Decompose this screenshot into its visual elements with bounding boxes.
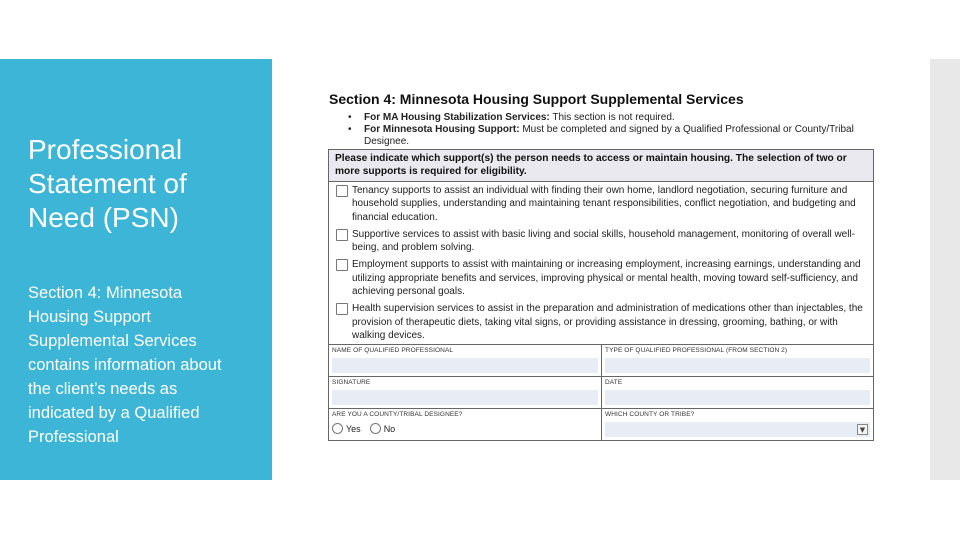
psn-form-excerpt xyxy=(328,90,874,441)
no-radio[interactable] xyxy=(370,423,381,434)
supportive-checkbox[interactable] xyxy=(336,229,348,241)
chevron-down-icon[interactable]: ▼ xyxy=(857,424,868,435)
designee-radio-group xyxy=(332,423,598,434)
field-label: TYPE OF QUALIFIED PROFESSIONAL (FROM SECTION 2) xyxy=(605,347,788,355)
health-checkbox[interactable] xyxy=(336,303,348,315)
field-label: DATE xyxy=(605,379,623,387)
right-decorative-bar xyxy=(930,59,960,480)
bullet-bold: For MA Housing Stabilization Services: xyxy=(364,112,550,123)
option-tenancy-supports xyxy=(336,184,867,224)
field-row-signature xyxy=(329,377,873,409)
option-label: Supportive services to assist with basic living and social skills, household management, monitoring of overall well-being, and problem solving. xyxy=(352,228,856,254)
bullet-ma-housing xyxy=(348,112,858,124)
field-label: ARE YOU A COUNTY/TRIBAL DESIGNEE? xyxy=(332,411,463,419)
form-section-title: Section 4: Minnesota Housing Support Supplemental Services xyxy=(329,91,744,107)
county-select[interactable] xyxy=(605,422,870,437)
option-label: Health supervision services to assist in the preparation and administration of medications other than injectables, the provision of therapeutic diets, taking vital signs, or providing assistance in dressing, grooming, bathing, or with walking devices. xyxy=(352,303,863,341)
employment-checkbox[interactable] xyxy=(336,259,348,271)
bullet-mn-housing xyxy=(348,124,858,148)
tenancy-checkbox[interactable] xyxy=(336,185,348,197)
side-panel xyxy=(0,59,272,480)
form-bullet-list xyxy=(348,112,874,148)
field-label: SIGNATURE xyxy=(332,379,371,387)
option-label: Employment supports to assist with maintaining or increasing employment, increasing earnings, understanding and utilizing appropriate benefits and services, improving physical or mental health, moving toward self-sufficiency, and achieving personal goals. xyxy=(352,259,861,298)
slide-title: Professional Statement of Need (PSN) xyxy=(28,134,187,233)
slide-body-text: Section 4: Minnesota Housing Support Supplemental Services contains information about the client’s needs as indicated by a Qualified Professional xyxy=(28,284,222,446)
yes-radio[interactable] xyxy=(332,423,343,434)
option-health-supervision xyxy=(336,302,867,342)
yes-label: Yes xyxy=(346,423,361,434)
qp-name-input[interactable] xyxy=(332,358,598,373)
option-label: Tenancy supports to assist an individual with finding their own home, landlord negotiation, securing furniture and household supplies, understanding and maintaining tenant responsibilities, conflict negotiation, and budgeting and financial education. xyxy=(352,185,856,223)
field-row-designee xyxy=(329,409,873,440)
signature-input[interactable] xyxy=(332,390,598,405)
date-field xyxy=(601,377,873,408)
field-label: NAME OF QUALIFIED PROFESSIONAL xyxy=(332,347,454,355)
date-input[interactable] xyxy=(605,390,870,405)
form-instruction: Please indicate which support(s) the person needs to access or maintain housing. The selection of two or more supports is required for eligibility. xyxy=(329,150,873,182)
qp-name-field xyxy=(329,345,601,376)
field-row-professional xyxy=(329,345,873,377)
qp-type-input[interactable] xyxy=(605,358,870,373)
option-supportive-services xyxy=(336,228,867,255)
option-employment-supports xyxy=(336,258,867,298)
support-options xyxy=(329,182,873,344)
bullet-bold: For Minnesota Housing Support: xyxy=(364,124,520,135)
qp-type-field xyxy=(601,345,873,376)
designee-field xyxy=(329,409,601,440)
field-label: WHICH COUNTY OR TRIBE? xyxy=(605,411,695,419)
form-box xyxy=(328,149,874,441)
county-field xyxy=(601,409,873,440)
no-label: No xyxy=(383,423,396,434)
signature-field xyxy=(329,377,601,408)
form-fields xyxy=(329,344,873,440)
bullet-text: Must be completed and signed by a Qualified Professional or County/Tribal Designee. xyxy=(364,124,854,147)
bullet-text: This section is not required. xyxy=(549,112,675,123)
